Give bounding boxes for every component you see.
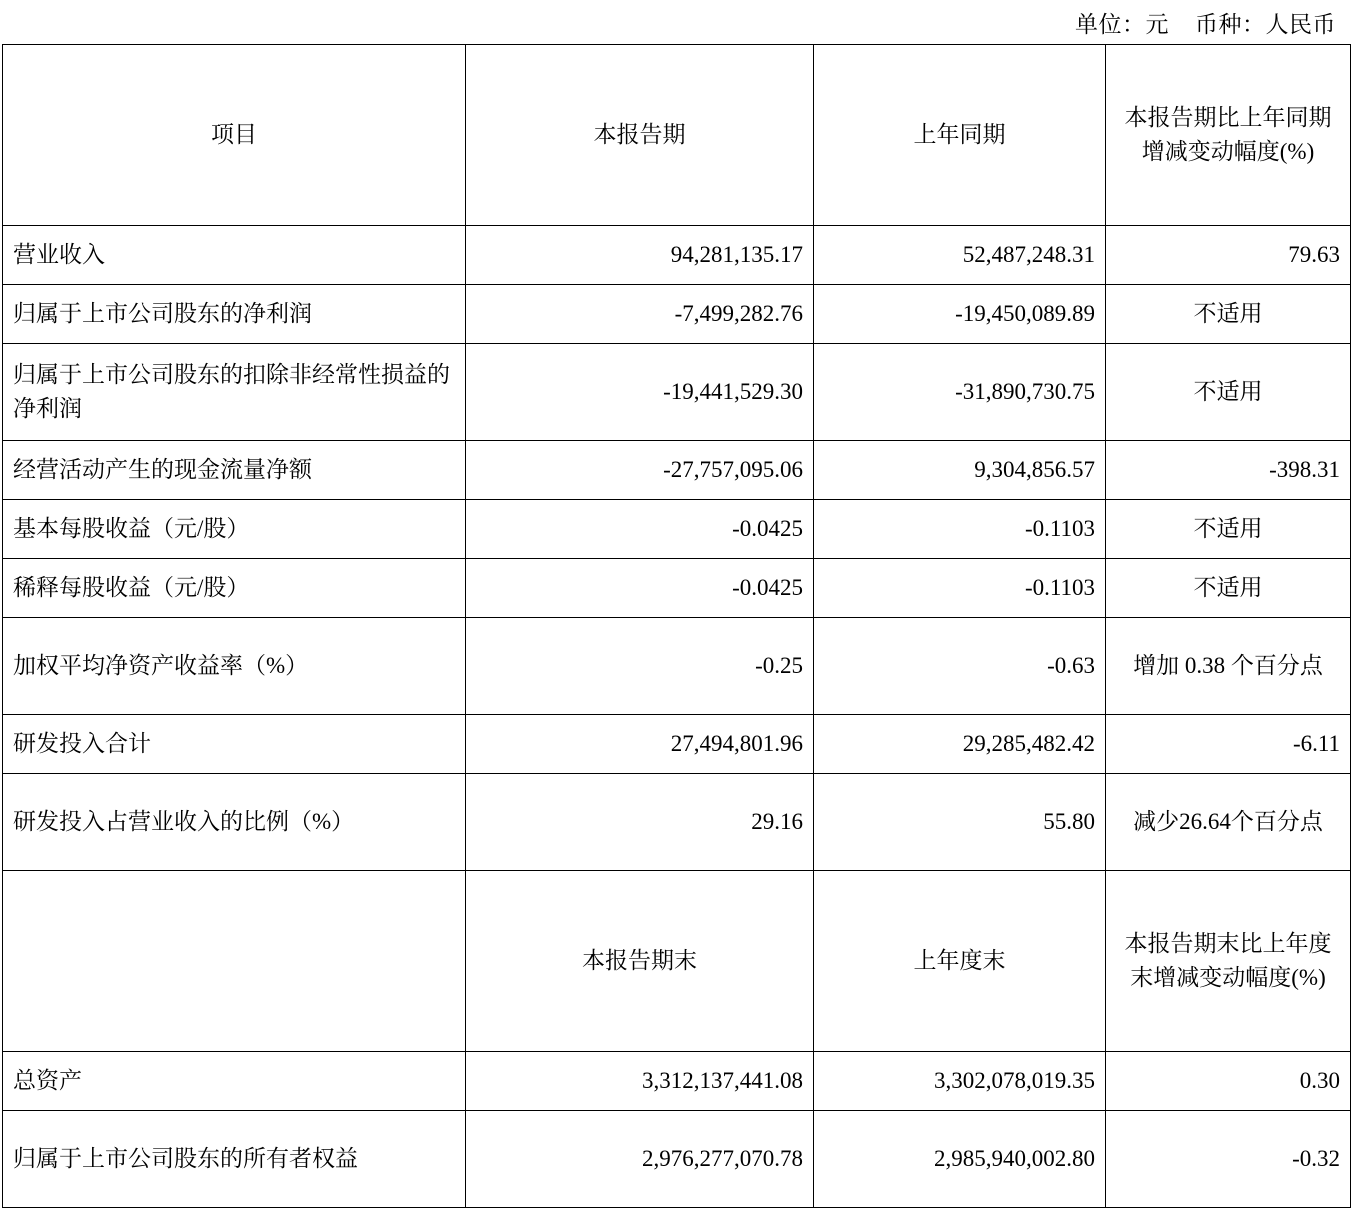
column-header-item-empty [3,871,466,1052]
table-row [3,226,1351,285]
row-prior-value: 29,285,482.42 [814,715,1106,774]
row-current-value: -0.0425 [466,500,814,559]
row-change-value: 不适用 [1106,559,1351,618]
table-row [3,1052,1351,1111]
row-current-value: -0.0425 [466,559,814,618]
row-prior-value: 52,487,248.31 [814,226,1106,285]
row-prior-value: -0.1103 [814,559,1106,618]
row-change-value: 增加 0.38 个百分点 [1106,618,1351,715]
row-label: 归属于上市公司股东的净利润 [3,285,466,344]
row-change-value: 不适用 [1106,344,1351,441]
row-current-value: -7,499,282.76 [466,285,814,344]
row-current-value: 29.16 [466,774,814,871]
table-row [3,559,1351,618]
table-row [3,441,1351,500]
row-label: 加权平均净资产收益率（%） [3,618,466,715]
row-prior-value: 55.80 [814,774,1106,871]
row-prior-value: -0.1103 [814,500,1106,559]
row-current-value: 2,976,277,070.78 [466,1111,814,1208]
row-change-value: 0.30 [1106,1052,1351,1111]
row-current-value: 94,281,135.17 [466,226,814,285]
column-header-change-rate: 本报告期比上年同期增减变动幅度(%) [1106,45,1351,226]
unit-label: 单位：元 [1075,11,1169,37]
table-header-row-2 [3,871,1351,1052]
row-label: 基本每股收益（元/股） [3,500,466,559]
row-change-value: -0.32 [1106,1111,1351,1208]
row-label: 总资产 [3,1052,466,1111]
row-current-value: 3,312,137,441.08 [466,1052,814,1111]
row-label: 归属于上市公司股东的所有者权益 [3,1111,466,1208]
row-change-value: 减少26.64个百分点 [1106,774,1351,871]
table-row [3,774,1351,871]
column-header-period-end: 本报告期末 [466,871,814,1052]
table-row [3,618,1351,715]
row-prior-value: 3,302,078,019.35 [814,1052,1106,1111]
row-change-value: -398.31 [1106,441,1351,500]
row-label: 经营活动产生的现金流量净额 [3,441,466,500]
currency-label: 币种：人民币 [1195,11,1336,37]
financial-summary-table [2,44,1351,1208]
row-prior-value: 9,304,856.57 [814,441,1106,500]
row-current-value: -0.25 [466,618,814,715]
row-label: 研发投入占营业收入的比例（%） [3,774,466,871]
column-header-current-period: 本报告期 [466,45,814,226]
row-label: 稀释每股收益（元/股） [3,559,466,618]
table-row [3,285,1351,344]
row-change-value: 不适用 [1106,500,1351,559]
row-change-value: -6.11 [1106,715,1351,774]
table-row [3,715,1351,774]
column-header-item: 项目 [3,45,466,226]
table-row [3,1111,1351,1208]
row-change-value: 不适用 [1106,285,1351,344]
row-label: 归属于上市公司股东的扣除非经常性损益的净利润 [3,344,466,441]
row-prior-value: 2,985,940,002.80 [814,1111,1106,1208]
row-change-value: 79.63 [1106,226,1351,285]
row-prior-value: -0.63 [814,618,1106,715]
column-header-prior-period: 上年同期 [814,45,1106,226]
row-label: 研发投入合计 [3,715,466,774]
table-row [3,500,1351,559]
column-header-prior-year-end: 上年度末 [814,871,1106,1052]
row-label: 营业收入 [3,226,466,285]
row-current-value: -27,757,095.06 [466,441,814,500]
table-row [3,344,1351,441]
row-prior-value: -19,450,089.89 [814,285,1106,344]
unit-currency-note [0,0,1358,44]
column-header-change-rate-2: 本报告期末比上年度末增减变动幅度(%) [1106,871,1351,1052]
table-header-row-1 [3,45,1351,226]
row-prior-value: -31,890,730.75 [814,344,1106,441]
row-current-value: -19,441,529.30 [466,344,814,441]
row-current-value: 27,494,801.96 [466,715,814,774]
